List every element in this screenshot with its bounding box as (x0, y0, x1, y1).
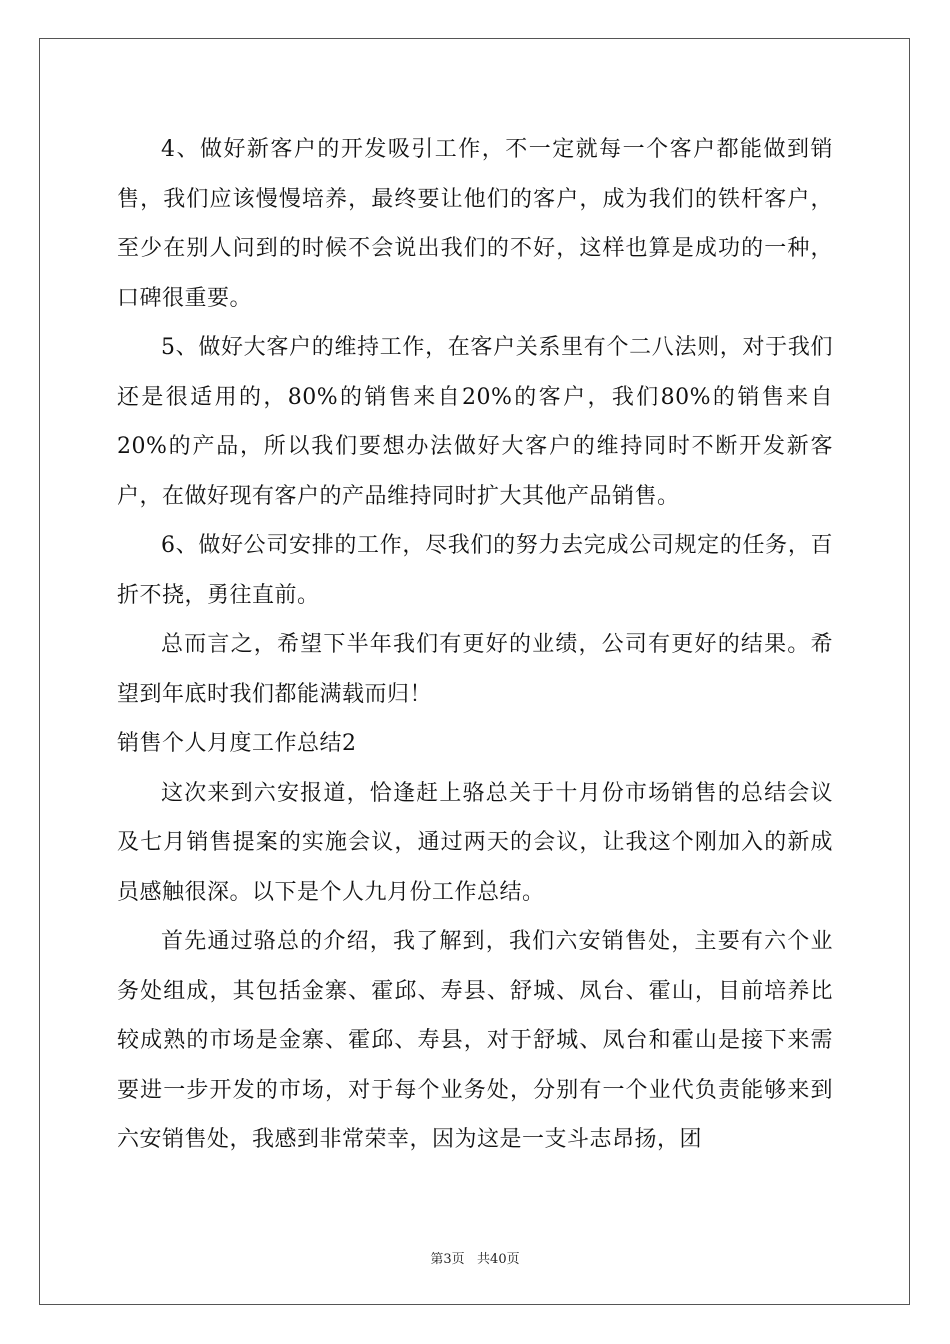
paragraph-point-6: 6、做好公司安排的工作，尽我们的努力去完成公司规定的任务，百折不挠，勇往直前。 (117, 533, 833, 608)
paragraph-point-5: 5、做好大客户的维持工作，在客户关系里有个二八法则，对于我们还是很适用的，80%的销售来自20%的客户，我们80%的销售来自20%的产品，所以我们要想办法做好大客户的维持同时不断开发新客户，在做好现有客户的产品维持同时扩大其他产品销售。 (117, 335, 833, 509)
paragraph-market-overview: 首先通过骆总的介绍，我了解到，我们六安销售处，主要有六个业务处组成，其包括金寨、霍邱、寿县、舒城、凤台、霍山，目前培养比较成熟的市场是金寨、霍邱、寿县，对于舒城、凤台和霍山是接下来需要进一步开发的市场，对于每个业务处，分别有一个业代负责能够来到六安销售处，我感到非常荣幸，因为这是一支斗志昂扬，团 (117, 929, 833, 1152)
section-title: 销售个人月度工作总结2 (117, 731, 357, 756)
paragraph-intro: 这次来到六安报道，恰逢赶上骆总关于十月份市场销售的总结会议及七月销售提案的实施会议，通过两天的会议，让我这个刚加入的新成员感触很深。以下是个人九月份工作总结。 (117, 780, 833, 905)
paragraph-conclusion: 总而言之，希望下半年我们有更好的业绩，公司有更好的结果。希望到年底时我们都能满载而归！ (117, 632, 833, 707)
document-body (117, 125, 833, 1165)
page-number-footer: 第3页 共40页 (430, 1252, 520, 1267)
paragraph-point-4: 4、做好新客户的开发吸引工作，不一定就每一个客户都能做到销售，我们应该慢慢培养，最终要让他们的客户，成为我们的铁杆客户，至少在别人问到的时候不会说出我们的不好，这样也算是成功的一种，口碑很重要。 (117, 137, 833, 311)
